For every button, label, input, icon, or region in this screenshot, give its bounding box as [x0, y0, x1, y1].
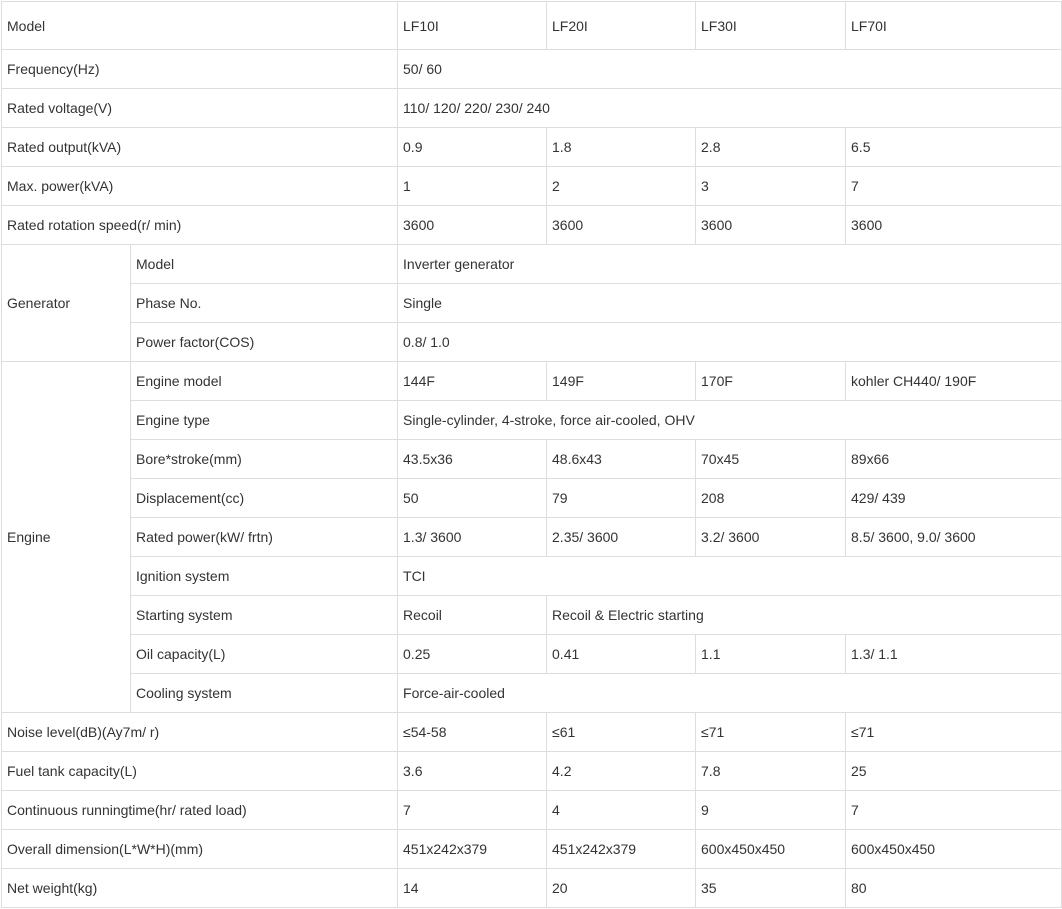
sub-row-label: Ignition system — [131, 557, 398, 596]
table-cell: 3600 — [547, 206, 696, 245]
table-cell: 80 — [846, 869, 1062, 908]
sub-row-label: Engine type — [131, 401, 398, 440]
table-cell: 3.2/ 3600 — [696, 518, 846, 557]
row-label: Model — [2, 2, 398, 50]
group-label-engine: Engine — [2, 362, 131, 713]
table-cell: 7.8 — [696, 752, 846, 791]
table-cell: 2 — [547, 167, 696, 206]
row-label: Noise level(dB)(Ay7m/ r) — [2, 713, 398, 752]
table-row — [2, 50, 1062, 89]
table-cell: 208 — [696, 479, 846, 518]
row-label: Rated rotation speed(r/ min) — [2, 206, 398, 245]
row-label: Rated output(kVA) — [2, 128, 398, 167]
table-cell: 48.6x43 — [547, 440, 696, 479]
table-cell: 2.8 — [696, 128, 846, 167]
table-row — [2, 752, 1062, 791]
table-cell: 7 — [846, 167, 1062, 206]
table-row — [2, 245, 1062, 284]
table-row — [2, 89, 1062, 128]
sub-row-label: Starting system — [131, 596, 398, 635]
table-cell: ≤54-58 — [398, 713, 547, 752]
model-header-cell: LF20I — [547, 2, 696, 50]
table-cell: ≤71 — [696, 713, 846, 752]
table-cell: 3600 — [846, 206, 1062, 245]
sub-row-label: Engine model — [131, 362, 398, 401]
table-cell: 600x450x450 — [846, 830, 1062, 869]
table-cell: kohler CH440/ 190F — [846, 362, 1062, 401]
sub-row-label: Rated power(kW/ frtn) — [131, 518, 398, 557]
table-cell: 1.3/ 3600 — [398, 518, 547, 557]
table-cell: 2.35/ 3600 — [547, 518, 696, 557]
row-label: Rated voltage(V) — [2, 89, 398, 128]
row-label: Net weight(kg) — [2, 869, 398, 908]
table-cell: ≤61 — [547, 713, 696, 752]
table-cell: 110/ 120/ 220/ 230/ 240 — [398, 89, 1062, 128]
table-row — [2, 362, 1062, 401]
table-row — [2, 791, 1062, 830]
table-cell: Single — [398, 284, 1062, 323]
sub-row-label: Oil capacity(L) — [131, 635, 398, 674]
table-cell: 3600 — [398, 206, 547, 245]
table-cell: Single-cylinder, 4-stroke, force air-cooled, OHV — [398, 401, 1062, 440]
table-cell: Recoil & Electric starting — [547, 596, 1062, 635]
table-cell: 25 — [846, 752, 1062, 791]
table-row — [2, 440, 1062, 479]
table-cell: 7 — [846, 791, 1062, 830]
row-label: Overall dimension(L*W*H)(mm) — [2, 830, 398, 869]
sub-row-label: Bore*stroke(mm) — [131, 440, 398, 479]
table-cell: 4.2 — [547, 752, 696, 791]
table-cell: 600x450x450 — [696, 830, 846, 869]
row-label: Max. power(kVA) — [2, 167, 398, 206]
table-row — [2, 713, 1062, 752]
table-cell: 89x66 — [846, 440, 1062, 479]
table-row — [2, 518, 1062, 557]
table-cell: ≤71 — [846, 713, 1062, 752]
table-cell: 14 — [398, 869, 547, 908]
table-cell: 170F — [696, 362, 846, 401]
table-cell: 1.8 — [547, 128, 696, 167]
table-cell: 50 — [398, 479, 547, 518]
table-cell: Force-air-cooled — [398, 674, 1062, 713]
table-cell: 1 — [398, 167, 547, 206]
table-cell: 451x242x379 — [547, 830, 696, 869]
table-cell: 35 — [696, 869, 846, 908]
table-cell: 1.1 — [696, 635, 846, 674]
table-cell: 3600 — [696, 206, 846, 245]
table-cell: 0.9 — [398, 128, 547, 167]
table-row — [2, 557, 1062, 596]
table-row — [2, 167, 1062, 206]
table-row — [2, 2, 1062, 50]
table-row — [2, 284, 1062, 323]
table-cell: 0.8/ 1.0 — [398, 323, 1062, 362]
table-row — [2, 869, 1062, 908]
table-row — [2, 128, 1062, 167]
sub-row-label: Displacement(cc) — [131, 479, 398, 518]
table-cell: 7 — [398, 791, 547, 830]
table-cell: 43.5x36 — [398, 440, 547, 479]
spec-table — [1, 1, 1062, 908]
table-cell: 0.41 — [547, 635, 696, 674]
table-cell: Recoil — [398, 596, 547, 635]
table-row — [2, 674, 1062, 713]
table-cell: TCI — [398, 557, 1062, 596]
table-cell: 4 — [547, 791, 696, 830]
table-cell: Inverter generator — [398, 245, 1062, 284]
table-cell: 451x242x379 — [398, 830, 547, 869]
table-row — [2, 596, 1062, 635]
sub-row-label: Cooling system — [131, 674, 398, 713]
table-cell: 20 — [547, 869, 696, 908]
row-label: Continuous runningtime(hr/ rated load) — [2, 791, 398, 830]
table-cell: 8.5/ 3600, 9.0/ 3600 — [846, 518, 1062, 557]
table-cell: 70x45 — [696, 440, 846, 479]
table-cell: 6.5 — [846, 128, 1062, 167]
model-header-cell: LF30I — [696, 2, 846, 50]
table-cell: 0.25 — [398, 635, 547, 674]
row-label: Fuel tank capacity(L) — [2, 752, 398, 791]
table-cell: 3.6 — [398, 752, 547, 791]
table-row — [2, 635, 1062, 674]
table-cell: 3 — [696, 167, 846, 206]
sub-row-label: Model — [131, 245, 398, 284]
group-label-generator: Generator — [2, 245, 131, 362]
table-cell: 429/ 439 — [846, 479, 1062, 518]
table-cell: 149F — [547, 362, 696, 401]
table-cell: 50/ 60 — [398, 50, 1062, 89]
table-row — [2, 401, 1062, 440]
table-row — [2, 830, 1062, 869]
table-row — [2, 206, 1062, 245]
sub-row-label: Power factor(COS) — [131, 323, 398, 362]
table-cell: 1.3/ 1.1 — [846, 635, 1062, 674]
model-header-cell: LF10I — [398, 2, 547, 50]
table-cell: 79 — [547, 479, 696, 518]
sub-row-label: Phase No. — [131, 284, 398, 323]
table-cell: 144F — [398, 362, 547, 401]
table-row — [2, 323, 1062, 362]
table-cell: 9 — [696, 791, 846, 830]
table-row — [2, 479, 1062, 518]
row-label: Frequency(Hz) — [2, 50, 398, 89]
model-header-cell: LF70I — [846, 2, 1062, 50]
